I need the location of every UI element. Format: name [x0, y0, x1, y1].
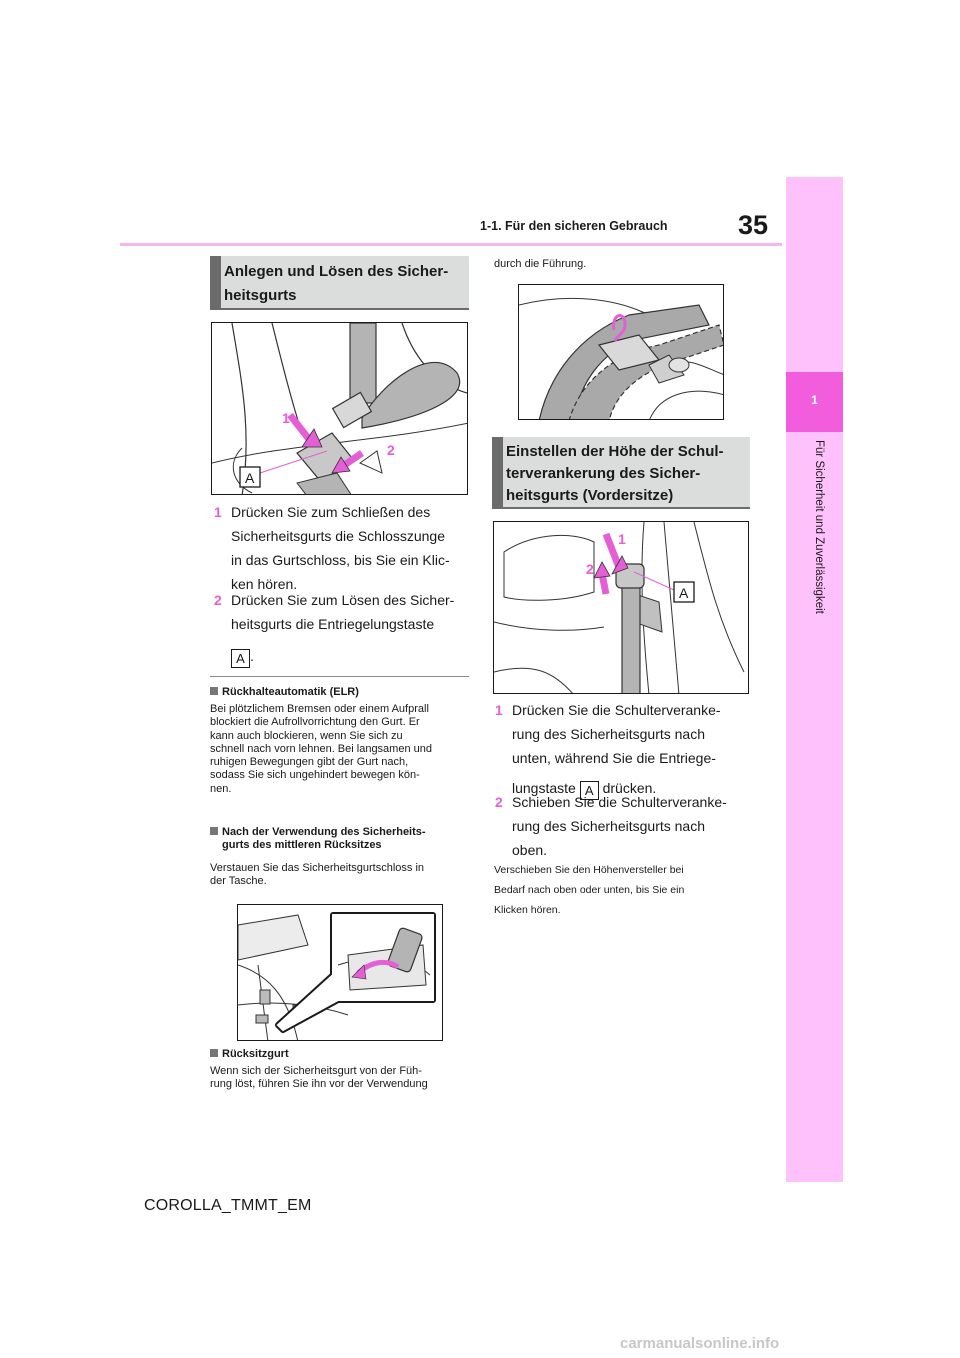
heading-line: heitsgurts (Vordersitze) [506, 487, 674, 504]
note-heading-center-seat: Nach der Verwendung des Sicherheits- gurts des mittleren Rücksitzes [210, 826, 472, 852]
note-heading-elr: Rückhalteautomatik (ELR) [210, 686, 359, 699]
step-line: in das Gurtschloss, bis Sie ein Klic- [231, 552, 450, 568]
figure-label-1: 1 [282, 410, 290, 426]
step-number: 1 [495, 702, 503, 718]
note-separator [210, 676, 469, 677]
section-heading-fasten [210, 256, 469, 310]
square-bullet-icon [210, 1049, 218, 1057]
note-heading-rear-belt: Rücksitzgurt [210, 1048, 289, 1061]
step-number: 1 [214, 504, 222, 520]
square-bullet-icon [210, 687, 218, 695]
heading-line: heitsgurts [224, 287, 297, 304]
chapter-label: Für Sicherheit und Zuverlässigkeit [813, 440, 825, 614]
step-1-lower-anchor: 1 Drücken Sie die Schulterveranke- rung des Sicherheitsgurts nach unten, während Sie die Entriege- lungstaste A drücken. [495, 698, 760, 798]
header-rule [120, 243, 782, 246]
figure-label-1: 1 [618, 531, 626, 547]
square-bullet-icon [210, 827, 218, 835]
heading-line: terverankerung des Sicher- [506, 465, 701, 482]
step-line: Drücken Sie die Schulterveranke- [512, 702, 721, 718]
figure-shoulder-anchor [493, 521, 749, 694]
release-button-label: A [231, 649, 250, 668]
heading-line: Einstellen der Höhe der Schul- [506, 443, 724, 460]
figure-label-a: A [245, 470, 255, 486]
step-line: Schieben Sie die Schulterveranke- [512, 794, 727, 810]
note-rear-continued: durch die Führung. [494, 258, 587, 270]
step-line: Sicherheitsgurts die Schlosszunge [231, 528, 446, 544]
step-line: unten, während Sie die Entriege- [512, 750, 716, 766]
figure-rear-belt-guide [518, 284, 724, 420]
note-elr-text: Bei plötzlichem Bremsen oder einem Aufprall blockiert die Aufrollvorrichtung den Gurt. Er kann auch blockieren, wenn Sie sich zu schnell nach vorn lehnen. Bei langsamen und ruhigen Bewegungen gibt der Gurt nach, sodass Sie sich ungehindert bewegen kön- nen. [210, 703, 432, 795]
step-line: ken hören. [231, 576, 298, 592]
figure-label-2: 2 [387, 442, 395, 458]
release-button-label: A [580, 781, 599, 800]
figure-buckle [211, 322, 468, 495]
step-line: rung des Sicherheitsgurts nach [512, 818, 705, 834]
step-number: 2 [495, 794, 503, 810]
figure-label-a: A [679, 585, 689, 601]
step-line: Drücken Sie zum Lösen des Sicher- [231, 592, 455, 608]
step-line: Drücken Sie zum Schließen des [231, 504, 431, 520]
step-line: oben. [512, 842, 548, 858]
chapter-number: 1 [811, 393, 818, 407]
step-number: 2 [214, 592, 222, 608]
figure-rear-seat-pocket [237, 904, 443, 1041]
step-2-release [214, 588, 474, 668]
note-center-text: Verstauen Sie das Sicherheitsgurtschloss in der Tasche. [210, 862, 425, 888]
step-2-raise-anchor [495, 790, 760, 865]
step-line: heitsgurts die Entriegelungstaste [231, 616, 435, 632]
step-1-fasten [214, 500, 474, 600]
step-end: . [250, 648, 254, 664]
page-number: 35 [738, 210, 769, 240]
note-rear-text: Wenn sich der Sicherheitsgurt von der Füh- rung löst, führen Sie ihn vor der Verwendung [210, 1065, 428, 1091]
watermark[interactable]: carmanualsonline.info [620, 1335, 780, 1352]
section-title: 1-1. Für den sicheren Gebrauch [480, 219, 668, 233]
figure-label-2: 2 [586, 561, 594, 577]
model-code: COROLLA_TMMT_EM [144, 1197, 312, 1214]
note-height-adjust: Verschieben Sie den Höhenversteller bei Bedarf nach oben oder unten, bis Sie ein Klicken hören. [494, 864, 685, 916]
step-line: rung des Sicherheitsgurts nach [512, 726, 705, 742]
section-heading-height-adjust [492, 437, 750, 509]
heading-line: Anlegen und Lösen des Sicher- [224, 263, 449, 280]
chapter-side-tab [786, 177, 843, 1182]
